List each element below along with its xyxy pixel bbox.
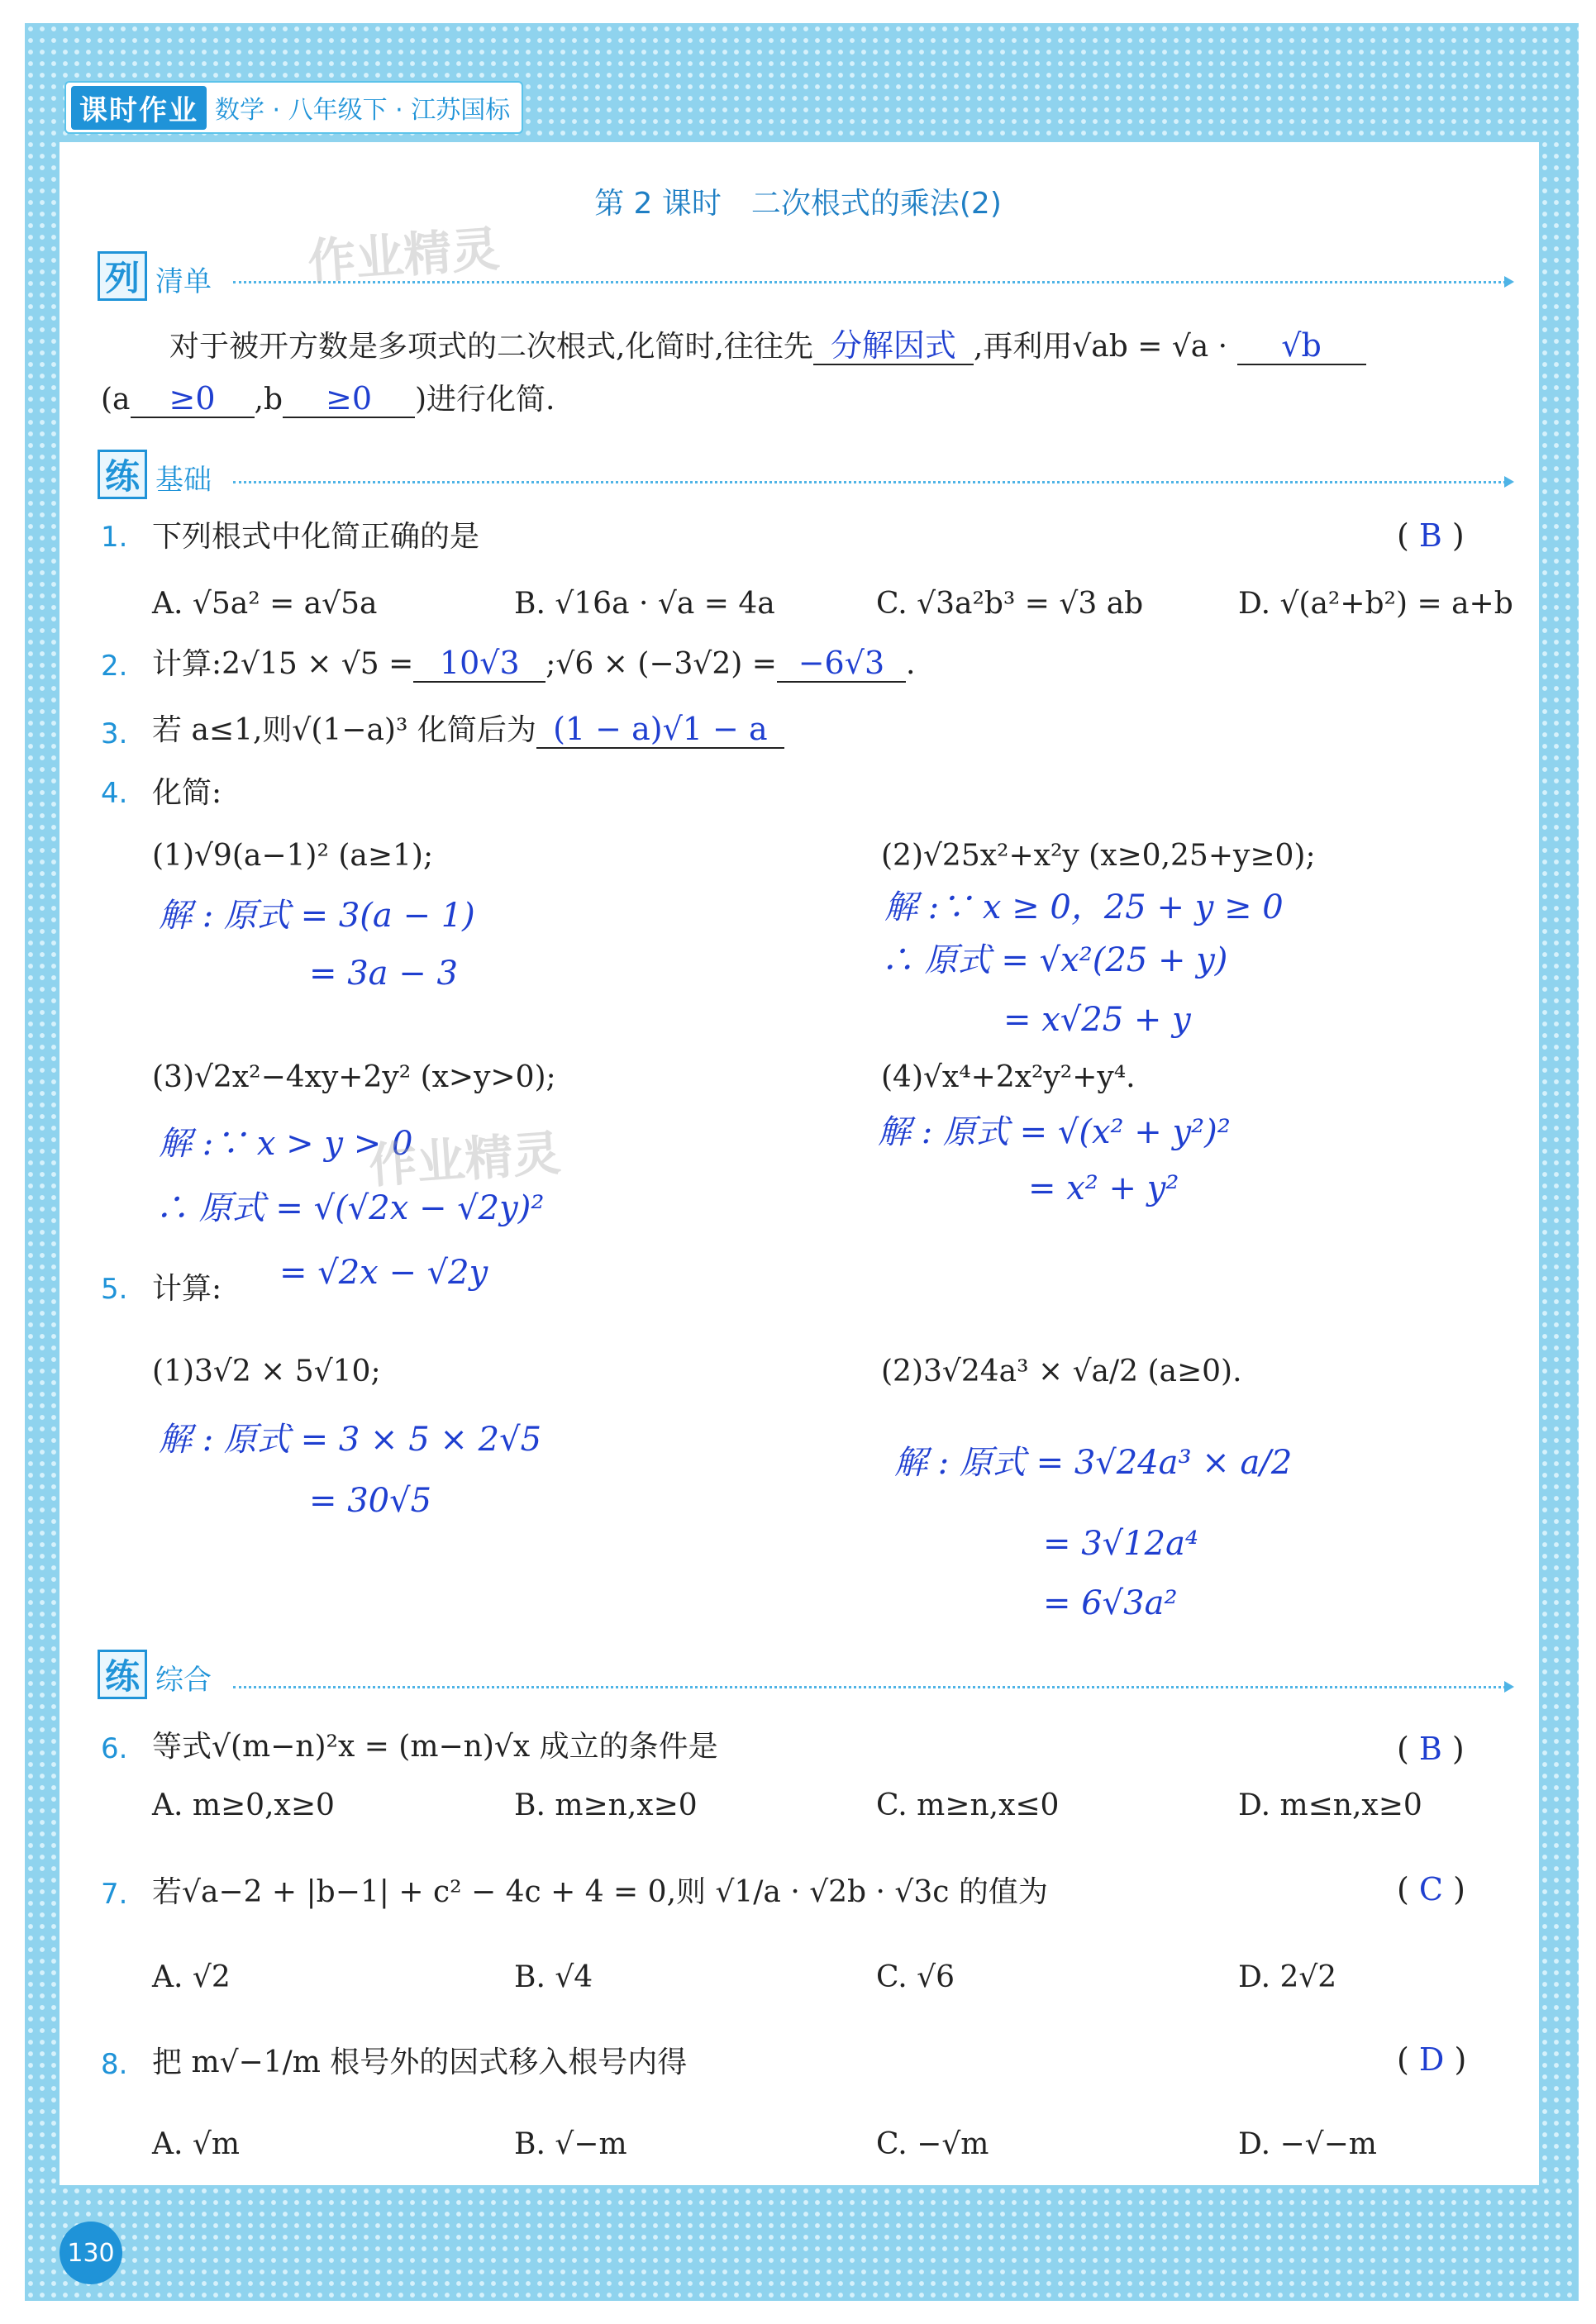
q5-stem: 计算: <box>152 1272 222 1306</box>
arrow-icon <box>1504 1681 1514 1693</box>
section-label: 综合 <box>155 1664 212 1697</box>
section-label: 基础 <box>155 464 212 497</box>
q6-stem: 等式√(m−n)²x = (m−n)√x 成立的条件是 <box>152 1730 718 1764</box>
q6-answer: ( B ) <box>1397 1731 1465 1767</box>
list-icon: 列 <box>98 251 147 301</box>
question-number: 6. <box>101 1732 128 1765</box>
q4-part-2: (2)√25x²+x²y (x≥0,25+y≥0); <box>881 839 1316 873</box>
q6-option-a: A. m≥0,x≥0 <box>152 1788 335 1822</box>
brand-logo: 课时作业 <box>71 86 207 130</box>
intro-blank-3: ≥0 <box>169 380 216 417</box>
question-number: 5. <box>101 1273 128 1306</box>
intro-line-2: (a ≥0 ,b ≥0 )进行化简. <box>101 380 555 417</box>
q4-1-step-1: 解 : 原式 = 3(a − 1) <box>159 897 475 935</box>
frame-bottom <box>25 2185 1579 2301</box>
intro-blank-2: √b <box>1281 327 1322 364</box>
q7-stem: 若√a−2 + |b−1| + c² − 4c + 4 = 0,则 √1/a · √2b · √3c 的值为 <box>152 1875 1048 1909</box>
q8-option-d: D. −√−m <box>1238 2127 1377 2161</box>
section-divider <box>233 481 1506 483</box>
q7-option-a: A. √2 <box>152 1960 231 1994</box>
q5-1-step-1: 解 : 原式 = 3 × 5 × 2√5 <box>159 1421 542 1459</box>
q4-4-step-2: = x² + y² <box>1028 1169 1179 1207</box>
watermark: 作业精灵 <box>367 1124 563 1194</box>
q3-line: 若 a≤1,则√(1−a)³ 化简后为 (1 − a)√1 − a <box>152 712 784 749</box>
question-number: 7. <box>101 1878 128 1911</box>
q8-answer: ( D ) <box>1397 2041 1467 2078</box>
q5-part-1: (1)3√2 × 5√10; <box>152 1355 381 1388</box>
header-subtitle: 数学 · 八年级下 · 江苏国标 <box>215 96 511 125</box>
practice-icon: 练 <box>98 1650 147 1699</box>
question-number: 1. <box>101 521 128 554</box>
q4-3-step-1: 解 :∵ x > y > 0 <box>159 1125 413 1163</box>
q5-2-step-1: 解 : 原式 = 3√24a³ × a/2 <box>894 1444 1293 1482</box>
q8-stem: 把 m√−1/m 根号外的因式移入根号内得 <box>152 2045 688 2079</box>
q8-option-c: C. −√m <box>876 2127 989 2161</box>
q4-1-step-2: = 3a − 3 <box>309 955 458 993</box>
section-list <box>98 246 212 301</box>
q7-option-d: D. 2√2 <box>1238 1960 1337 1994</box>
q1-option-c: C. √3a²b³ = √3 ab <box>876 587 1144 621</box>
question-number: 3. <box>101 717 128 750</box>
intro-blank-4: ≥0 <box>326 380 373 417</box>
q5-2-step-3: = 6√3a² <box>1043 1584 1178 1622</box>
q4-3-step-3: = √2x − √2y <box>279 1254 488 1292</box>
arrow-icon <box>1504 276 1514 288</box>
frame-right <box>1539 23 1579 2301</box>
q5-part-2: (2)3√24a³ × √a/2 (a≥0). <box>881 1355 1242 1388</box>
q2-answer-2: −6√3 <box>798 645 885 681</box>
q4-stem: 化简: <box>152 776 222 810</box>
q4-4-step-1: 解 : 原式 = √(x² + y²)² <box>878 1113 1231 1151</box>
q4-part-4: (4)√x⁴+2x²y²+y⁴. <box>881 1060 1136 1094</box>
q4-part-1: (1)√9(a−1)² (a≥1); <box>152 839 434 873</box>
q4-3-step-2: ∴ 原式 = √(√2x − √2y)² <box>155 1189 545 1227</box>
q8-option-b: B. √−m <box>514 2127 627 2161</box>
q5-2-step-2: = 3√12a⁴ <box>1043 1525 1198 1563</box>
frame-left <box>25 23 60 2301</box>
q1-stem: 下列根式中化简正确的是 <box>152 520 480 554</box>
q4-2-step-1: 解 :∵ x ≥ 0，25 + y ≥ 0 <box>884 888 1284 926</box>
q4-part-3: (3)√2x²−4xy+2y² (x>y>0); <box>152 1060 556 1094</box>
question-number: 2. <box>101 650 128 683</box>
q5-1-step-2: = 30√5 <box>309 1482 432 1520</box>
q2-line: 计算:2√15 × √5 = 10√3 ;√6 × (−3√2) = −6√3 . <box>152 645 916 681</box>
q8-option-a: A. √m <box>152 2127 240 2161</box>
q4-2-step-3: = x√25 + y <box>1003 1001 1191 1039</box>
header <box>64 81 523 134</box>
question-number: 4. <box>101 777 128 810</box>
q1-answer: ( B ) <box>1397 517 1465 554</box>
intro-line-1: 对于被开方数是多项式的二次根式,化简时,往往先 分解因式 ,再利用√ab = √a · √b <box>169 329 1366 365</box>
q3-answer: (1 − a)√1 − a <box>553 711 768 747</box>
q6-option-b: B. m≥n,x≥0 <box>514 1788 698 1822</box>
section-label: 清单 <box>155 265 212 298</box>
q7-option-b: B. √4 <box>514 1960 593 1994</box>
practice-icon: 练 <box>98 450 147 499</box>
q6-option-d: D. m≤n,x≥0 <box>1238 1788 1422 1822</box>
page-number: 130 <box>60 2222 122 2284</box>
section-divider <box>233 1686 1506 1688</box>
q7-option-c: C. √6 <box>876 1960 955 1994</box>
q4-2-step-2: ∴ 原式 = √x²(25 + y) <box>881 941 1228 979</box>
q1-option-d: D. √(a²+b²) = a+b <box>1238 587 1513 621</box>
q7-answer: ( C ) <box>1397 1871 1465 1907</box>
intro-blank-1: 分解因式 <box>830 327 956 364</box>
q6-option-c: C. m≥n,x≤0 <box>876 1788 1060 1822</box>
q1-option-a: A. √5a² = a√5a <box>152 587 378 621</box>
lesson-title: 第 2 课时 二次根式的乘法(2) <box>594 187 1002 221</box>
q2-answer-1: 10√3 <box>439 645 520 681</box>
section-basic <box>98 445 212 499</box>
watermark: 作业精灵 <box>306 220 502 290</box>
arrow-icon <box>1504 476 1514 488</box>
q1-option-b: B. √16a · √a = 4a <box>514 587 775 621</box>
question-number: 8. <box>101 2048 128 2081</box>
section-comprehensive <box>98 1645 212 1699</box>
